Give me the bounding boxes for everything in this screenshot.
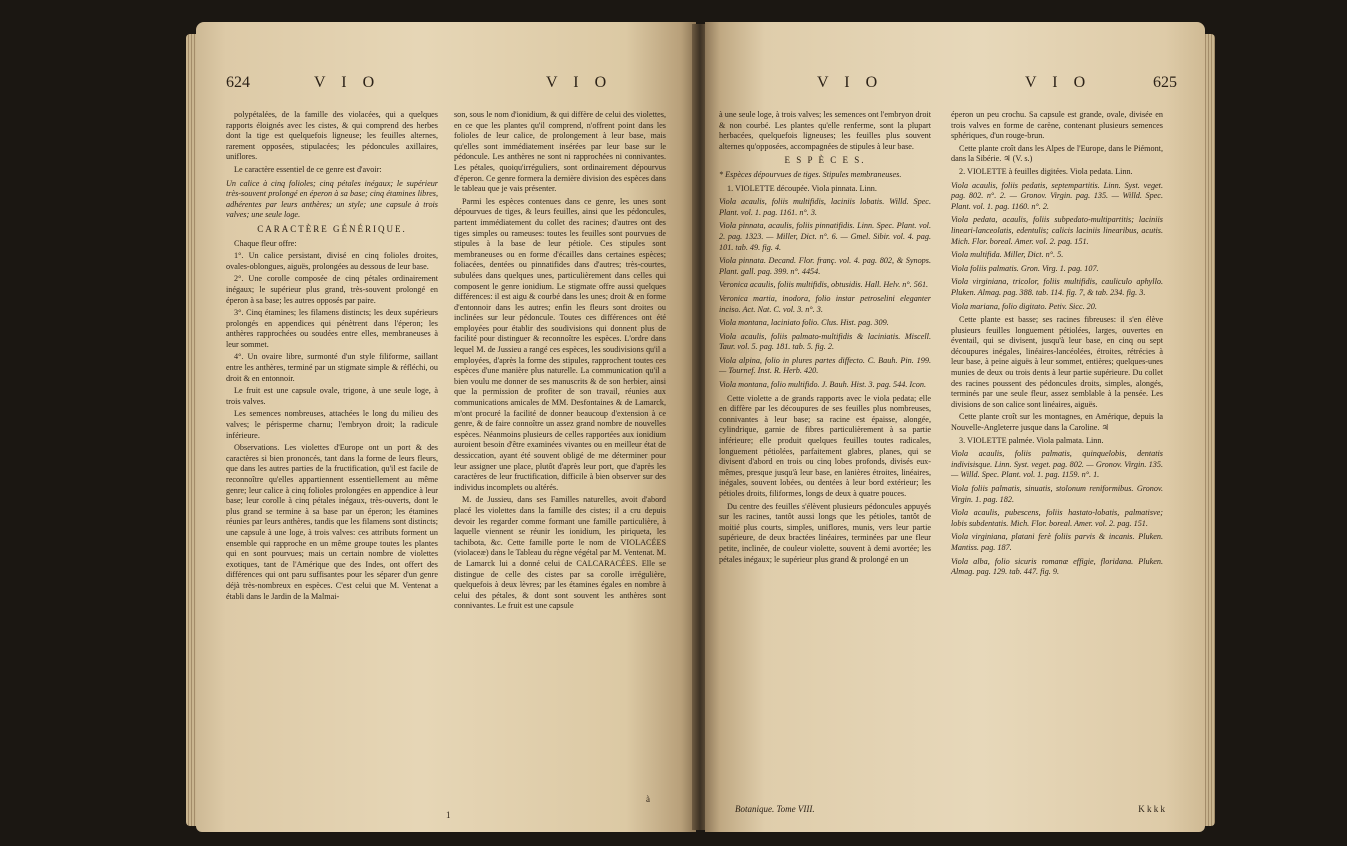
running-head-right-col2: V I O — [1025, 74, 1092, 91]
paragraph: 2°. Une corolle composée de cinq pétales ordinairement inégaux; le supérieur plus grand, très-souvent prolongé en éperon à sa base; les autres opposés par paire. — [226, 274, 438, 305]
synonym: Viola pinnata, acaulis, foliis pinnatifidis. Linn. Spec. Plant. vol. 2. pag. 1323. — Miller, Dict. n°. 6. — Gmel. Sibir. vol. 4. pag. 101. tab. 49. fig. 4. — [719, 221, 931, 252]
paragraph: Chaque fleur offre: — [234, 238, 297, 248]
paragraph: 1°. Un calice persistant, divisé en cinq folioles droites, ovales-oblongues, aiguës, prolongées au dessous de leur base. — [226, 251, 438, 271]
synonym: Viola acaulis, foliis palmatis, quinquelobis, dentatis indivisisque. Linn. Syst. veget. pag. 802. — Gronov. Virgin. 135. — Willd. Spec. Plant. vol. 1. pag. 1159. n°. 1. — [951, 449, 1163, 480]
page-number-right: 625 — [1153, 74, 1177, 91]
synonym: Viola pinnata. Decand. Flor. franç. vol. 4. pag. 802, & Synops. Plant. gall. pag. 399. n°. 4454. — [719, 256, 931, 276]
paragraph: M. de Jussieu, dans ses Familles naturelles, avoit d'abord placé les violettes dans la famille des cistes; il a cru depuis devoir les regarder comme formant une famille particulière, à laquelle viennent se réunir les ionidium, les piriqueta, les tachibota, &c. Cette famille porte le nom de VIOLACÉES (violaceæ) dans le Tableau du règne végétal par M. Ventenat. M. de Lamarck lui a donné celui de CALCARACÉES. Elle se distingue de celle des cistes par sa corolle irrégulière, quelquefois à deux lèvres; par les étamines égales en nombre à celui des pétales, & dont sont souvent les anthères sont connivantes. Le fruit est une capsule — [454, 495, 666, 611]
left-page-column-1 — [226, 110, 438, 604]
paragraph: Du centre des feuilles s'élèvent plusieurs pédoncules appuyés sur les racines, tantôt aussi longs que les pétioles, tantôt de moitié plus courts, simples, uniflores, munis, vers leur partie supérieure, de deux bractées linéaires, terminées par une fleur petite, inclinée, de couleur violette, souvent à demi avortée; les pétales inégaux; le supérieur plus grand & prolongé en un — [719, 501, 931, 564]
right-page — [705, 22, 1205, 832]
signature-mark: K k k k — [1138, 804, 1165, 814]
synonym: Viola montana, folio multifido. J. Bauh. Hist. 3. pag. 544. Icon. — [719, 380, 927, 390]
paragraph: à une seule loge, à trois valves; les semences ont l'embryon droit & non courbé. Les plantes qu'elle renferme, sont la plupart herbacées, quelquefois ligneuses; les feuilles plus souvent alternes qu'opposées, accompagnées de stipules à leur base. — [719, 110, 931, 151]
running-head-right-col1: V I O — [817, 74, 884, 91]
paragraph: son, sous le nom d'ionidium, & qui diffère de celui des violettes, en ce que les plantes qu'il comprend, n'offrent point dans les folioles de leur calice, de prolongement à leur base, mais qu'elles sont immédiatement insérées par leur base sur le pédoncule. Les anthères ne sont ni rapprochées ni connivantes. Les pétales, quoiqu'irréguliers, sont ordinairement dépourvus d'éperon. Ce genre formera la dernière division des espèces dans le tableau que je vais présenter. — [454, 110, 666, 194]
left-page — [196, 22, 696, 832]
subsection-heading: * Espèces dépourvues de tiges. Stipules membraneuses. — [719, 169, 902, 179]
page-number-left: 624 — [226, 74, 250, 91]
paragraph: 4°. Un ovaire libre, surmonté d'un style filiforme, saillant entre les anthères, terminé par un stigmate simple & réfléchi, ou droit & en entonnoir. — [226, 352, 438, 383]
paragraph: Observations. Les violettes d'Europe ont un port & des caractères si bien prononcés, tant dans la forme de leurs fleurs, que dans les autres parties de la fructification, qu'il est facile de reconnoître qu'elles appartiennent essentiellement au même genre; leur calice à cinq folioles prolongées en appendice à leur base; leur corolle à cinq pétales inégaux, très-ouverts, dont le plus grand se termine à sa base par un éperon; les étamines réunies par leurs anthères, tandis que les filamens sont distincts; une capsule à une loge, à trois valves: ces attributs forment un ensemble qui rapproche en un même groupe toutes les plantes qui en sont pourvues; mais un certain nombre de violettes exotiques, tant de l'Amérique que des Indes, ont offert des différences qui ont paru suffisantes pour les séparer d'un genre déjà très-nombreux en espèces. C'est celui que M. Ventenat a établi dans le Jardin de la Malmai- — [226, 443, 438, 601]
right-page-column-1 — [719, 110, 931, 567]
synonym: Viola acaulis, foliis pedatis, septempartitis. Linn. Syst. veget. pag. 802. n°. 2. — Gronov. Virgin. pag. 135. — Willd. Spec. Plant. vol. 1. pag. 1160. n°. 2. — [951, 180, 1163, 211]
running-head-left-col2: V I O — [546, 74, 613, 91]
synonym: Viola virginiana, tricolor, foliis multifidis, cauliculo aphyllo. Pluken. Almag. pag. 388. tab. 114. fig. 7, & tab. 234. fig. 3. — [951, 277, 1163, 297]
paragraph: Cette plante croît dans les Alpes de l'Europe, dans le Piémont, dans la Sibérie. ♃ (V. s.) — [951, 143, 1163, 164]
synonym: Viola pedata, acaulis, foliis subpedato-multipartitis; laciniis lineari-lanceolatis, edentulis; calicis laciniis linearibus, acutis. Mich. Flor. boreal. Amer. vol. 2. pag. 151. — [951, 215, 1163, 246]
paragraph: polypétalées, de la famille des violacées, qui a quelques rapports éloignés avec les cistes, & qui comprend des herbes dont la tige est quelquefois ligneuse; les feuilles alternes, rarement opposées, stipulacées; les pédoncules axillaires, uniflores. — [226, 110, 438, 162]
right-page-column-2 — [951, 110, 1163, 581]
section-heading: E S P È C E S. — [784, 155, 866, 166]
running-head-left: V I O — [314, 74, 381, 91]
synonym: Viola foliis palmatis. Gron. Virg. 1. pag. 107. — [951, 263, 1099, 273]
synonym: Veronica martia, inodora, folio instar petroselini eleganter inciso. Act. Nat. C. vol. 3. n°. 3. — [719, 293, 931, 314]
paragraph: 3°. Cinq étamines; les filamens distincts; les deux supérieurs prolongés en appendices qui pénètrent dans l'éperon; les anthères rapprochées ou soudées entre elles, membraneuses à leur sommet. — [226, 308, 438, 349]
paragraph: éperon un peu crochu. Sa capsule est grande, ovale, divisée en trois valves en forme de carène, contenant plusieurs semences sphériques, d'un rouge-brun. — [951, 110, 1163, 141]
species-entry: 1. VIOLETTE découpée. Viola pinnata. Linn. — [727, 183, 877, 193]
synonym: Viola montana, laciniato folio. Clus. Hist. pag. 309. — [719, 318, 889, 328]
synonym: Veronica acaulis, foliis multifidis, obtusidis. Hall. Helv. n°. 561. — [719, 280, 929, 290]
left-page-column-2 — [454, 110, 666, 614]
paragraph: Cette violette a de grands rapports avec le viola pedata; elle en diffère par les découpures de ses feuilles plus nombreuses, connivantes à leur base; sa racine est épaisse, alongée, cylindrique, garnie de fibres particulièrement à sa partie inférieure; elle produit quelques feuilles toutes radicales, longuement pétiolées, parfaitement glabres, planes, qui se divisent d'abord en trois ou cinq lobes profonds, divisés eux-mêmes, presque jusqu'à leur base, en lanières étroites, linéaires, inégales, souvent lobées, ou dentées à leur bord extérieur; les pétioles droits, filiformes, longs de deux à quatre pouces. — [719, 393, 931, 498]
species-entry: 2. VIOLETTE à feuilles digitées. Viola pedata. Linn. — [959, 166, 1133, 176]
catchword: à — [646, 794, 650, 804]
synonym: Viola acaulis, foliis multifidis, laciniis lobatis. Willd. Spec. Plant. vol. 1. pag. 1161. n°. 3. — [719, 197, 931, 217]
synonym: Viola alba, folio sicuris romanæ effigie, floridana. Pluken. Almag. pag. 129. tab. 447. fig. 9. — [951, 556, 1163, 577]
synonym: Viola acaulis, pubescens, foliis hastato-lobatis, palmatisve; lobis subdentatis. Mich. Flor. boreal. Amer. vol. 2. pag. 151. — [951, 508, 1163, 528]
species-entry: 3. VIOLETTE palmée. Viola palmata. Linn. — [959, 435, 1104, 445]
synonym: Viola multifida. Miller, Dict. n°. 5. — [951, 250, 1064, 260]
bottom-mark: 1 — [446, 810, 451, 820]
paragraph: Le fruit est une capsule ovale, trigone, à une seule loge, à trois valves. — [226, 386, 438, 406]
paragraph: Cette plante croît sur les montagnes, en Amérique, depuis la Nouvelle-Angleterre jusque dans la Caroline. ♃ — [951, 412, 1163, 433]
paragraph: Le caractère essentiel de ce genre est d'avoir: — [234, 164, 382, 174]
volume-footer: Botanique. Tome VIII. — [735, 804, 815, 814]
synonym: Viola foliis palmatis, sinuatis, stolonum reniformibus. Gronov. Virgin. 1. pag. 182. — [951, 484, 1163, 504]
paragraph: Cette plante est basse; ses racines fibreuses: il s'en élève plusieurs feuilles longuement pétiolées, larges, ouvertes en éventail, qui se divisent, jusqu'à leur base, en cinq ou sept découpures inégales, linéaires-lancéolées, étroites, rétrécies à leur base, à peine aiguës à leur sommet, entières; quelques-unes munies de deux ou trois dents à leur partie supérieure. Du collet des racines poussent des pédoncules droits, simples, alongés, terminés par une seule fleur, assez semblable à la pensée. Les divisions de son calice sont linéaires, aiguës. — [951, 315, 1163, 409]
synonym: Viola alpina, folio in plures partes diffecto. C. Bauh. Pin. 199. — Tournef. Inst. R. Herb. 420. — [719, 355, 931, 376]
essential-character: Un calice à cinq folioles; cinq pétales inégaux; le supérieur très-souvent prolongé en éperon à sa base; cinq étamines libres, adhérentes par leurs anthères; un style; une capsule à trois valves; une seule loge. — [226, 178, 438, 220]
paragraph: Parmi les espèces contenues dans ce genre, les unes sont dépourvues de tiges, & leurs feuilles, ainsi que les pédoncules, partent immédiatement du collet des racines; d'autres ont des tiges simples ou rameuses: toutes les feuilles sont pourvues de stipules à la base de leur pétiole. Ces stipules sont membraneuses ou en forme d'écailles dans certaines espèces; foliacées, dentées ou pinnatifides dans d'autres; très-courtes, subulées dans quelques unes, particulièrement dans celles qui composent le genre ionidium. Le stigmate offre aussi quelques différences: il est aigu & courbé dans les unes; droit & en forme d'entonnoir dans les autres; enfin les fleurs sont droites ou inclinées sur leur pédoncule. Toutes ces différences ont été employées pour établir des soudivisions qui donnent plus de facilité pour distinguer & reconnoître les espèces. L'ordre dans lequel M. de Jussieu a rangé ces espèces, les soudivisions qu'il a employées, d'après la forme des stipules, rapprochent toutes ces espèces d'une manière plus naturelle. La communication qu'il a bien voulu me donner de ses manuscrits & de son herbier, ainsi que la permission de profiter de son travail, réunies aux communications amicales de MM. Desfontaines & de Lamarck, m'ont procuré la facilité de donner beaucoup d'extension à ce genre, & de faire connoître un assez grand nombre de nouvelles espèces. Néanmoins plusieurs de celles rapportées aux ionidium auroient besoin d'être examinées vivantes ou en meilleur état de dessiccation, ayant été souvent obligé de me déterminer pour leur assigner une place, plutôt d'après leur port, que d'après les caractères de leur fructification, difficile à bien observer sur des individus incomplets ou altérés. — [454, 196, 666, 492]
section-heading: CARACTÈRE GÉNÉRIQUE. — [257, 223, 407, 234]
paragraph: Les semences nombreuses, attachées le long du milieu des valves; le périsperme charnu; l'embryon droit; la radicule inférieure. — [226, 409, 438, 440]
synonym: Viola virginiana, platani ferè foliis parvis & incanis. Pluken. Mantiss. pag. 187. — [951, 532, 1163, 552]
synonym: Viola acaulis, foliis palmato-multifidis & laciniatis. Miscell. Taur. vol. 5. pag. 181. tab. 5. fig. 2. — [719, 331, 931, 352]
synonym: Viola mariana, folio digitato. Petiv. Sicc. 20. — [951, 301, 1097, 311]
